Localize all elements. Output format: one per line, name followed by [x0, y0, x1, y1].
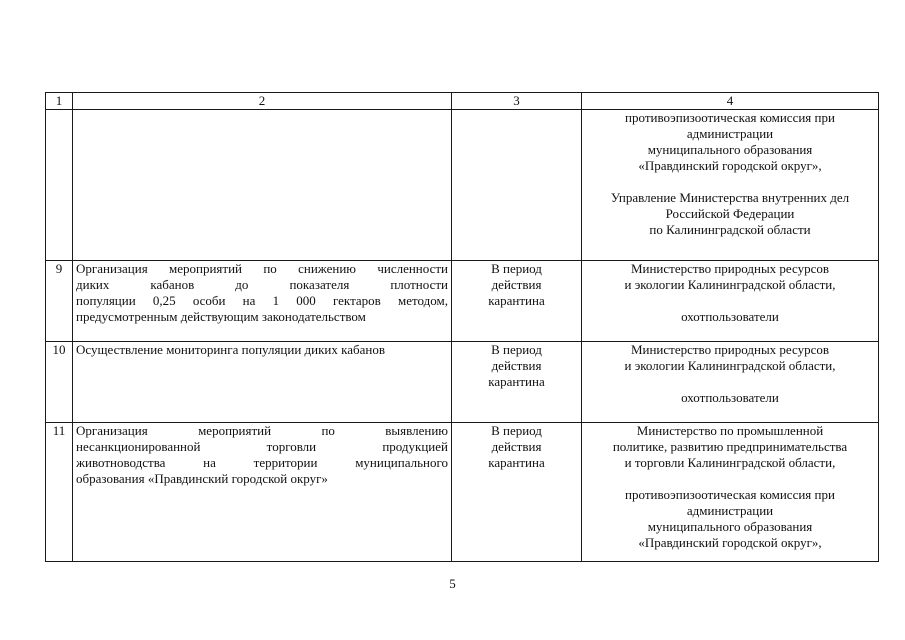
spacer: [585, 174, 875, 190]
period-line: В период: [491, 423, 542, 438]
header-col-2: 2: [73, 93, 452, 110]
responsible-line: администрации: [686, 503, 774, 518]
action-line: Осуществление мониторинга популяции диких кабанов: [76, 342, 386, 357]
action-cell: [73, 342, 452, 423]
responsible-line: охотпользователи: [681, 309, 779, 324]
table-header-row: [46, 93, 879, 110]
table-row: [46, 261, 879, 342]
responsible-line: охотпользователи: [681, 390, 779, 405]
action-line: Организация мероприятий по выявлению: [76, 423, 448, 438]
responsible-line: Управление Министерства внутренних дел: [610, 190, 850, 205]
table-row: [46, 342, 879, 423]
period-line: действия: [491, 277, 542, 292]
number-cell: 10: [46, 342, 73, 423]
responsible-line: и экологии Калининградской области,: [624, 277, 836, 292]
action-line: диких кабанов до показателя плотности: [76, 277, 448, 292]
header-col-3: 3: [452, 93, 582, 110]
action-cell: [73, 423, 452, 562]
period-line: В период: [491, 261, 542, 276]
responsible-line: противоэпизоотическая комиссия при: [625, 487, 835, 502]
spacer: [585, 293, 875, 309]
responsible-line: и торговли Калининградской области,: [624, 455, 836, 470]
action-line: образования «Правдинский городской округ»: [76, 471, 328, 486]
action-line: Организация мероприятий по снижению численности: [76, 261, 448, 276]
number-cell: [46, 110, 73, 261]
responsible-line: администрации: [686, 126, 774, 141]
period-cell: [452, 110, 582, 261]
responsible-line: Российской Федерации: [665, 206, 795, 221]
responsible-line: политике, развитию предпринимательства: [612, 439, 848, 454]
responsible-line: противоэпизоотическая комиссия при: [625, 110, 835, 125]
period-cell: [452, 423, 582, 562]
header-col-1: 1: [46, 93, 73, 110]
responsible-line: Министерство по промышленной: [636, 423, 824, 438]
action-line: животноводства на территории муниципального: [76, 455, 448, 470]
action-line: предусмотренным действующим законодательством: [76, 309, 366, 324]
responsible-line: «Правдинский городской округ»,: [638, 158, 822, 173]
period-line: действия: [491, 439, 542, 454]
action-cell: [73, 110, 452, 261]
action-line: популяции 0,25 особи на 1 000 гектаров методом,: [76, 293, 448, 308]
responsible-line: «Правдинский городской округ»,: [638, 535, 822, 550]
responsible-line: по Калининградской области: [649, 222, 811, 237]
spacer: [585, 374, 875, 390]
table-row: [46, 423, 879, 562]
spacer: [585, 471, 875, 487]
period-cell: [452, 261, 582, 342]
action-cell: [73, 261, 452, 342]
header-col-4: 4: [582, 93, 879, 110]
period-line: действия: [491, 358, 542, 373]
action-line: несанкционированной торговли продукцией: [76, 439, 448, 454]
period-line: карантина: [488, 455, 545, 470]
responsible-cell: [582, 423, 879, 562]
period-line: карантина: [488, 374, 545, 389]
page-number: 5: [449, 576, 456, 591]
period-cell: [452, 342, 582, 423]
responsible-line: и экологии Калининградской области,: [624, 358, 836, 373]
responsible-cell: [582, 110, 879, 261]
responsible-cell: [582, 342, 879, 423]
period-line: В период: [491, 342, 542, 357]
responsible-line: Министерство природных ресурсов: [630, 342, 830, 357]
responsible-line: Министерство природных ресурсов: [630, 261, 830, 276]
responsible-cell: [582, 261, 879, 342]
measures-table: [45, 92, 879, 562]
responsible-line: муниципального образования: [647, 142, 813, 157]
responsible-line: муниципального образования: [647, 519, 813, 534]
number-cell: 11: [46, 423, 73, 562]
period-line: карантина: [488, 293, 545, 308]
number-cell: 9: [46, 261, 73, 342]
table-row-continuation: [46, 110, 879, 261]
